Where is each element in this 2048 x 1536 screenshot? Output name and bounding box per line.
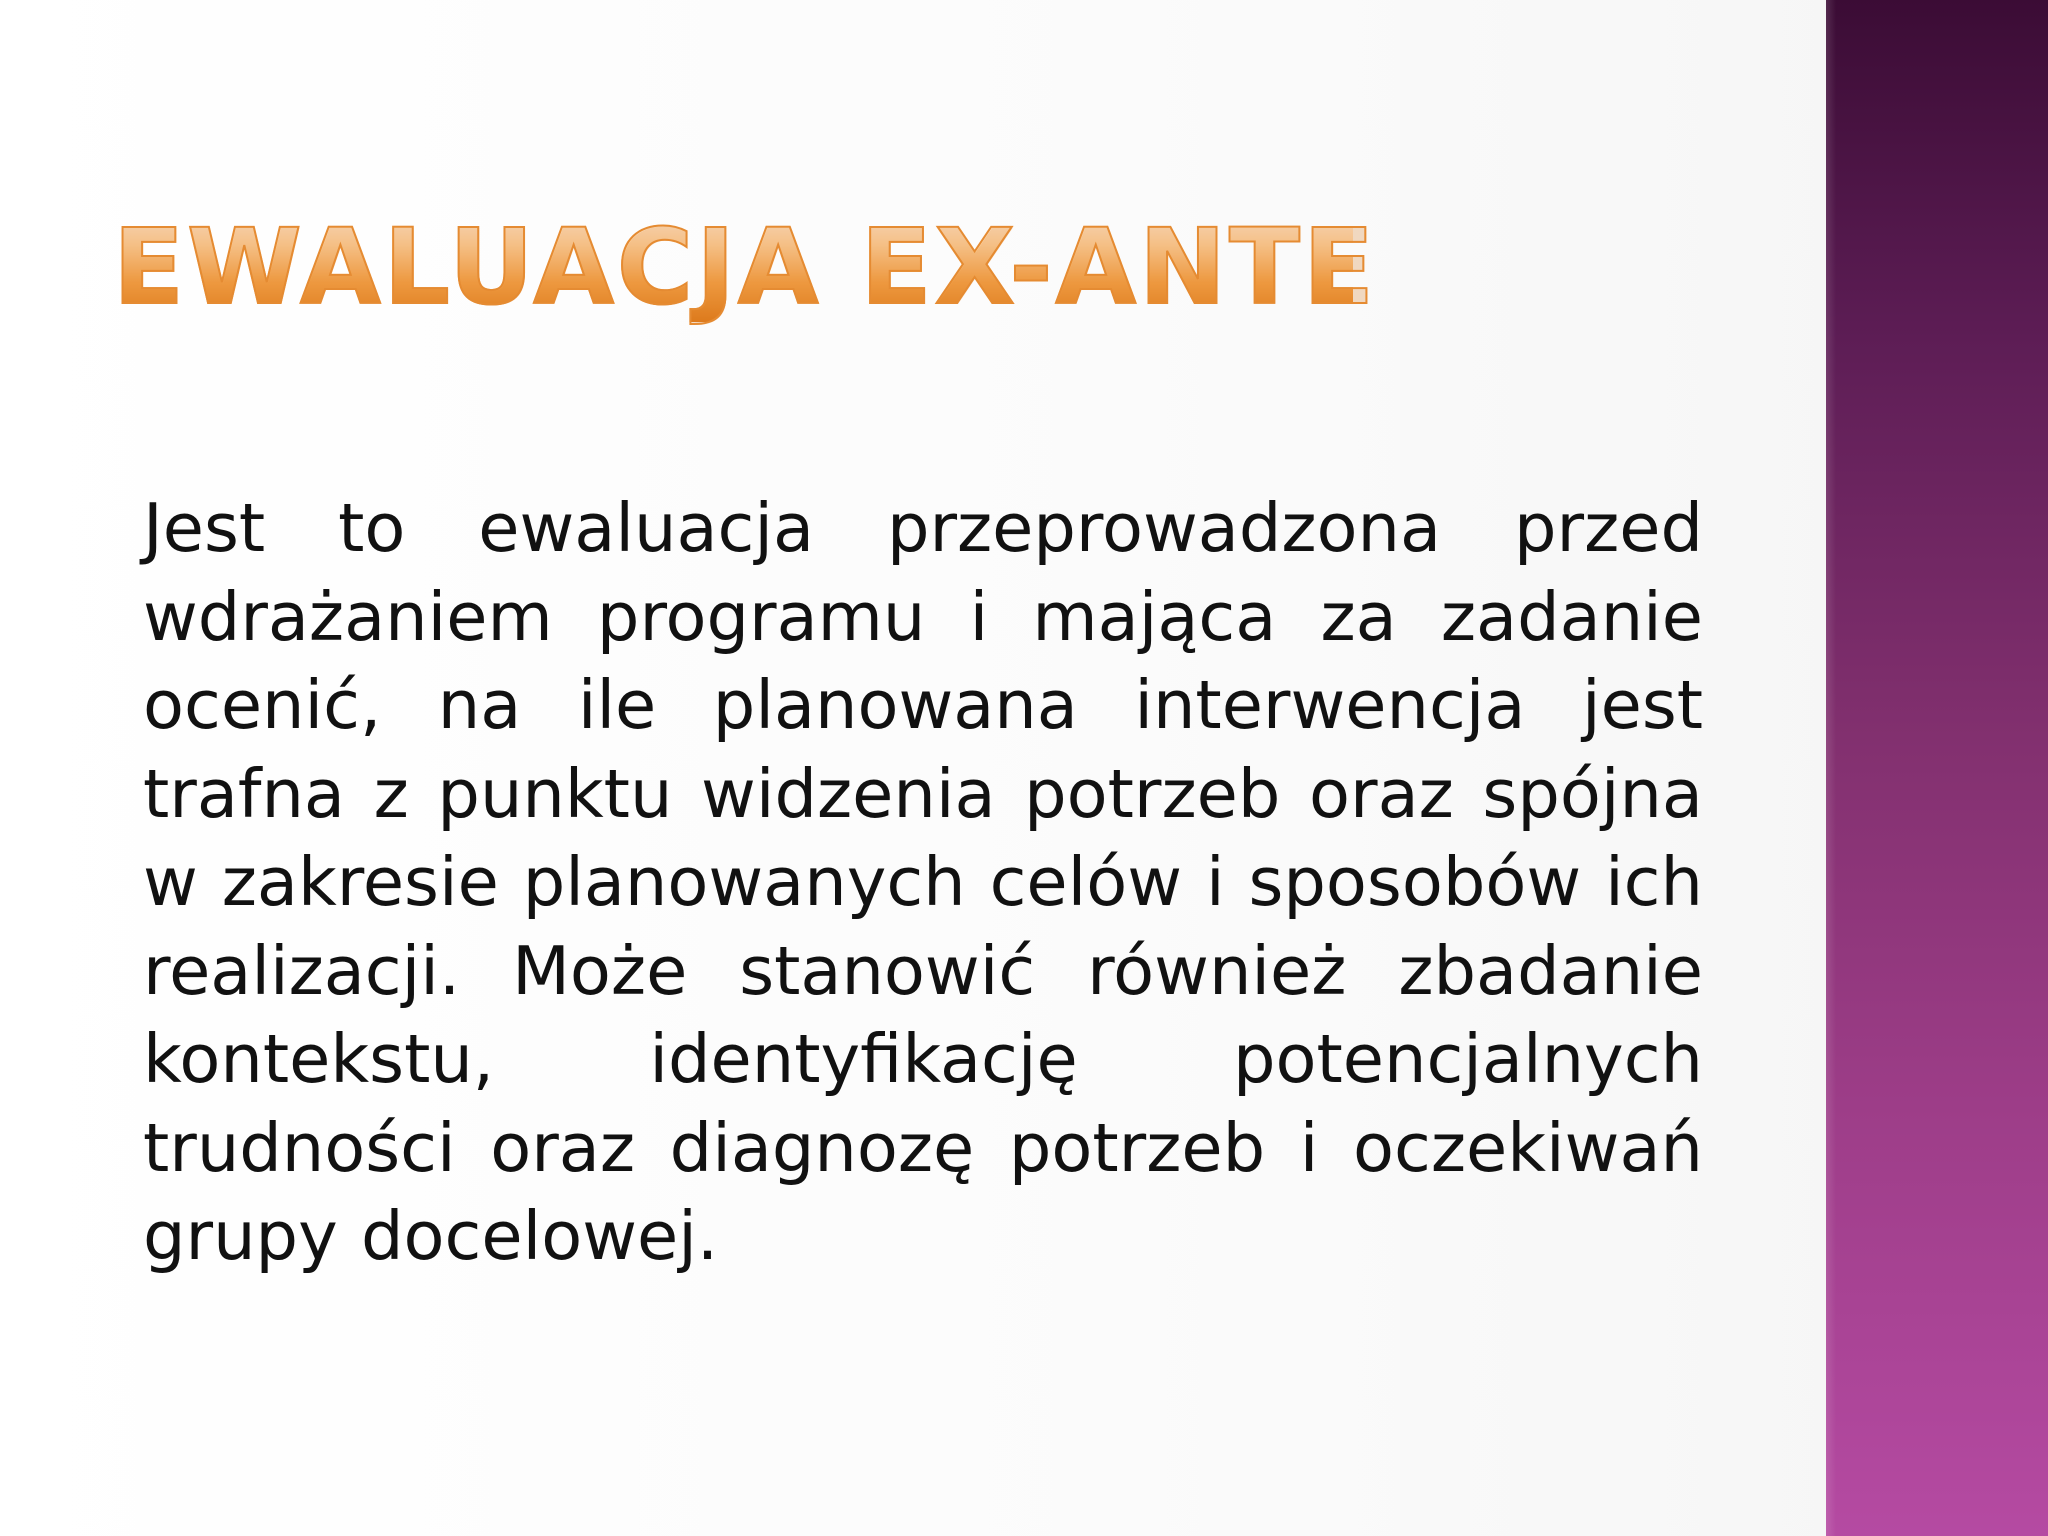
purple-gradient-side-band xyxy=(1826,0,2048,1536)
slide-body-text: Jest to ewaluacja przeprowadzona przed wdrażaniem programu i mająca za zadanie ocenić, na ile planowana interwencja jest trafna z punktu widzenia potrzeb oraz spójna w zakresie planowanych celów i sposobów ich realizacji. Może stanowić również zbadanie kontekstu, identyfikację potencjalnych trudności oraz diagnozę potrzeb i oczekiwań grupy docelowej. xyxy=(143,489,1703,1275)
slide-title: EWALUACJA EX-ANTE xyxy=(113,206,1378,328)
